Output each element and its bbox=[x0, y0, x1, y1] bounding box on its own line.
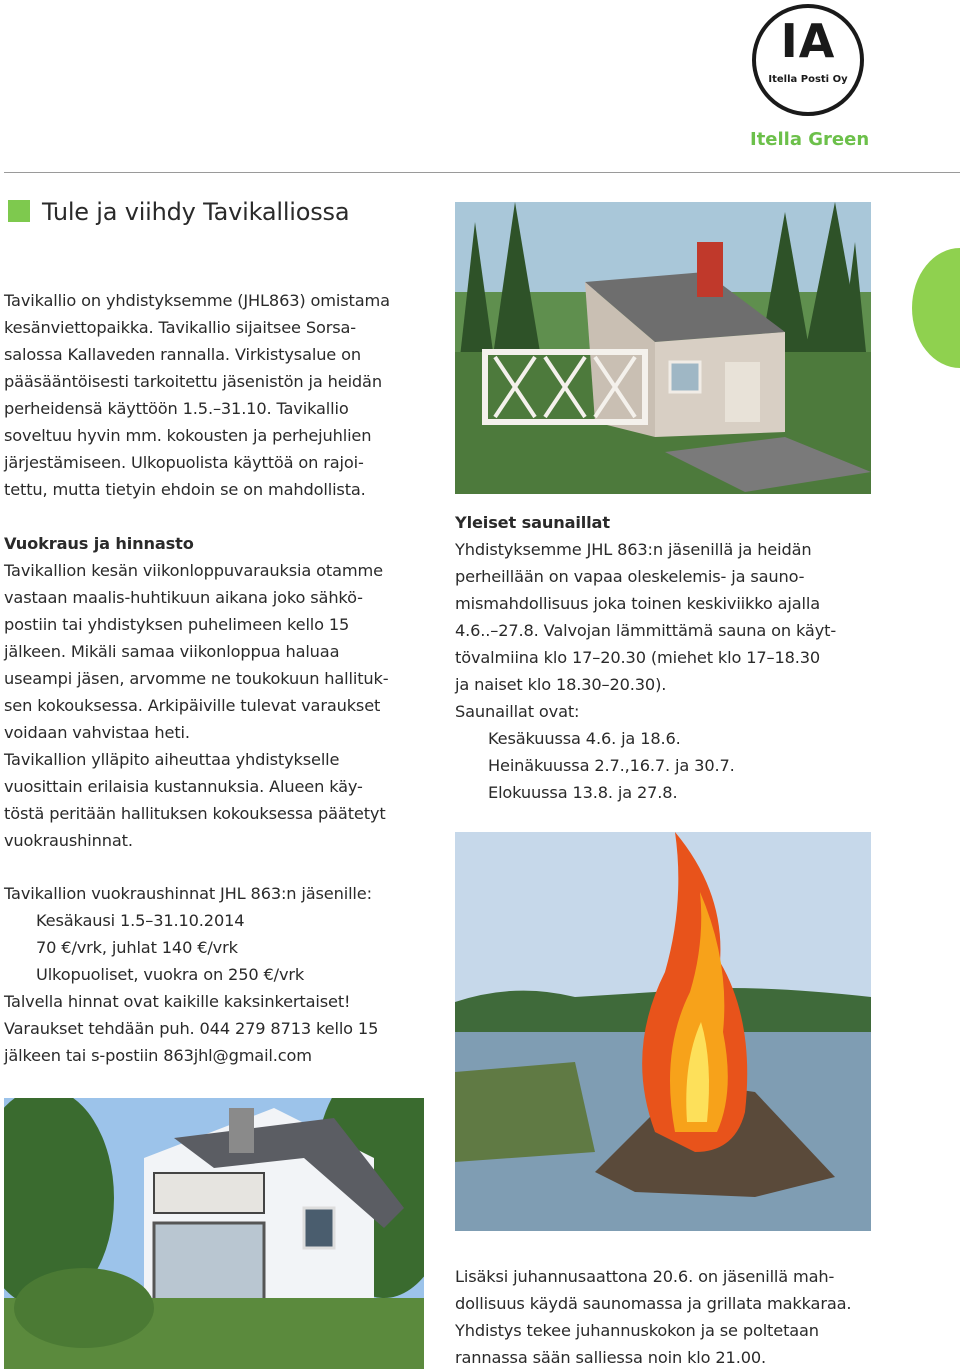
sauna-date-july: Heinäkuussa 2.7.,16.7. ja 30.7. bbox=[488, 756, 735, 775]
side-tab-decoration bbox=[912, 248, 960, 368]
brand-text: Itella Green bbox=[750, 129, 870, 150]
sauna-dates-label: Saunaillat ovat: bbox=[455, 702, 580, 721]
price-intro: Tavikallion vuokraushinnat JHL 863:n jäsenille: bbox=[4, 884, 372, 903]
sauna-heading: Yleiset saunaillat bbox=[455, 513, 610, 532]
sauna-date-june: Kesäkuussa 4.6. ja 18.6. bbox=[488, 729, 681, 748]
sauna-cabin-photo bbox=[455, 202, 871, 494]
rental-paragraph: Tavikallion kesän viikonloppuvarauksia otamme vastaan maalis-huhtikuun aikana joko sähkö- postiin tai yhdistyksen puhelimeen kello 15 jälkeen. Mikäli samaa viikonloppua haluaa useampi jäsen, arvomme ne toukokuun hallituk- sen kokouksessa. Arkipäiville tulevat varaukset voidaan vahvistaa heti. Tavikallion ylläpito aiheuttaa yhdistykselle vuosittain erilaisia kustannuksia. Alueen käy- töstä peritään hallituksen kokouksessa päätetyt vuokraushinnat. bbox=[4, 561, 389, 850]
itella-logo bbox=[752, 4, 864, 116]
logo-letters: IA bbox=[780, 14, 836, 68]
price-season: Kesäkausi 1.5–31.10.2014 bbox=[36, 911, 245, 930]
price-outsiders: Ulkopuoliset, vuokra on 250 €/vrk bbox=[36, 965, 305, 984]
intro-paragraph: Tavikallio on yhdistyksemme (JHL863) omistama kesänviettopaikka. Tavikallio sijaitsee Sorsa- salossa Kallaveden rannalla. Virkistysalue on pääsääntöisesti tarkoitettu jäsenistön ja heidän perheidensä käyttöön 1.5.–31.10. Tavikallio soveltuu hyvin mm. kokousten ja perhejuhlien järjestämiseen. Ulkopuolista käyttöä on rajoi- tettu, mutta tietyin ehdoin se on mahdollista. bbox=[4, 291, 390, 499]
sauna-date-august: Elokuussa 13.8. ja 27.8. bbox=[488, 783, 678, 802]
logo-subtitle: Itella Posti Oy bbox=[768, 74, 848, 85]
midsummer-paragraph: Lisäksi juhannusaattona 20.6. on jäsenillä mah- dollisuus käydä saunomassa ja grillata makkaraa. Yhdistys tekee juhannuskokon ja se poltetaan rannassa sään salliessa noin klo 21.00. bbox=[455, 1267, 852, 1367]
villa-photo bbox=[4, 1098, 424, 1369]
sauna-paragraph: Yhdistyksemme JHL 863:n jäsenillä ja heidän perheillään on vapaa oleskelemis- ja sauno- mismahdollisuus joka toinen keskiviikko ajalla 4.6..–27.8. Valvojan lämmittämä sauna on käyt- tövalmiina klo 17–20.30 (miehet klo 17–18.30 ja naiset klo 18.30–20.30). bbox=[455, 540, 837, 694]
price-winter-note: Talvella hinnat ovat kaikille kaksinkertaiset! bbox=[4, 992, 351, 1011]
booking-info: Varaukset tehdään puh. 044 279 8713 kello 15 jälkeen tai s-postiin 863jhl@gmail.com bbox=[4, 1019, 379, 1065]
price-members: 70 €/vrk, juhlat 140 €/vrk bbox=[36, 938, 238, 957]
header-divider bbox=[4, 172, 960, 173]
page-title: Tule ja viihdy Tavikalliossa bbox=[42, 198, 350, 226]
bonfire-photo bbox=[455, 832, 871, 1231]
rental-heading: Vuokraus ja hinnasto bbox=[4, 534, 194, 553]
title-square-icon bbox=[8, 200, 30, 222]
